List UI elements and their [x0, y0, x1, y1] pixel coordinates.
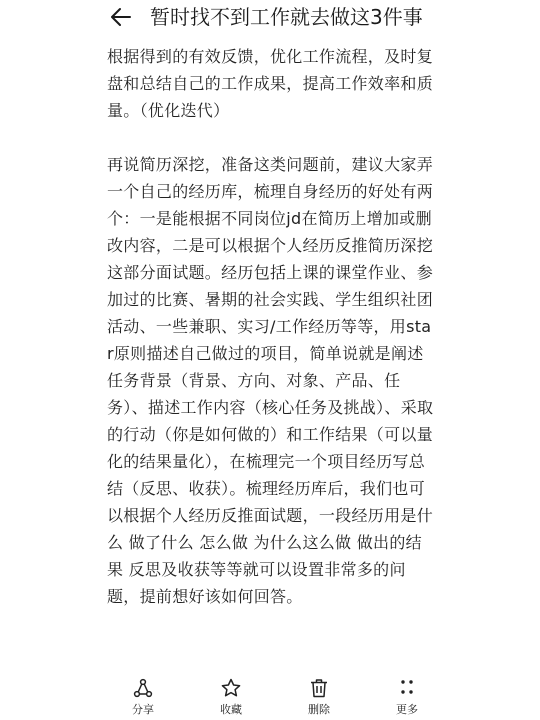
star-icon: [220, 677, 242, 699]
header: [0, 0, 540, 36]
more-icon: [396, 677, 418, 699]
favorite-button[interactable]: [201, 674, 261, 720]
back-button[interactable]: [108, 4, 138, 30]
delete-label: 删除: [308, 703, 330, 716]
share-button[interactable]: [113, 674, 173, 720]
paragraph: 根据得到的有效反馈，优化工作流程，及时复盘和总结自己的工作成果，提高工作效率和质量。（优化迭代）: [107, 47, 434, 120]
share-label: 分享: [132, 703, 154, 716]
more-button[interactable]: [377, 674, 437, 720]
trash-icon: [308, 677, 330, 699]
paragraph: 再说简历深挖，准备这类问题前，建议大家弄一个自己的经历库，梳理自身经历的好处有两个：一是能根据不同岗位jd在简历上增加或删改内容，二是可以根据个人经历反推简历深挖这部分面试题。经历包括上课的课堂作业、参加过的比赛、暑期的社会实践、学生组织社团活动、一些兼职、实习/工作经历等等，用star原则描述自己做过的项目，简单说就是阐述任务背景（背景、方向、对象、产品、任务）、描述工作内容（核心任务及挑战）、采取的行动（你是如何做的）和工作结果（可以量化的结果量化），在梳理完一个项目经历写总结（反思、收获）。梳理经历库后，我们也可以根据个人经历反推面试题，一段经历用是什么 做了什么 怎么做 为什么这么做 做出的结果 反思及收获等等就可以设置非常多的问题，提前想好该如何回答。: [107, 155, 434, 606]
favorite-label: 收藏: [220, 703, 242, 716]
delete-button[interactable]: [289, 674, 349, 720]
more-label: 更多: [396, 703, 418, 716]
bottom-toolbar: [105, 674, 445, 720]
page-title: 暂时找不到工作就去做这3件事: [150, 5, 423, 29]
article-body: [107, 43, 435, 610]
share-icon: [132, 677, 154, 699]
arrow-left-icon: [108, 4, 134, 30]
